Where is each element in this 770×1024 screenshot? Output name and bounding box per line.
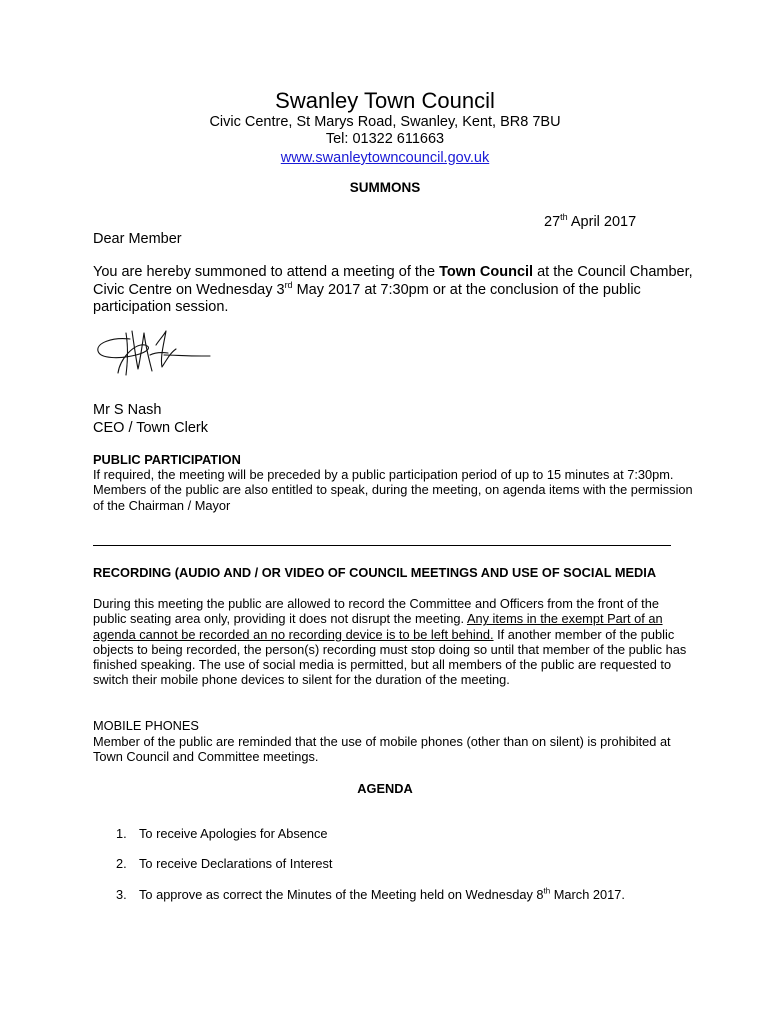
signer-name: Mr S Nash xyxy=(93,402,162,418)
recording-text: During this meeting the public are allowed to record the Committee and Officers from the front of the public seating area only, providing it does not disrupt the meeting. Any items in the exempt Part of an agenda cannot be recorded an no recording device is to be left behind. If another member of the public objects to being recorded, the person(s) recording must stop doing so until that member of the public has finished speaking. The use of social media is permitted, but all members of the public are requested to switch their mobile phone devices to silent for the duration of the meeting. xyxy=(93,596,687,688)
council-name: Swanley Town Council xyxy=(275,88,495,113)
agenda-item-number: 1. xyxy=(116,826,127,841)
summons-title: SUMMONS xyxy=(349,180,421,195)
agenda-item-text: To receive Apologies for Absence xyxy=(139,826,328,841)
council-telephone: Tel: 01322 611663 xyxy=(325,131,445,147)
website-link[interactable]: www.swanleytowncouncil.gov.uk xyxy=(280,150,490,166)
agenda-item-number: 3. xyxy=(116,887,127,902)
signer-title: CEO / Town Clerk xyxy=(93,419,208,436)
council-address: Civic Centre, St Marys Road, Swanley, Kent, BR8 7BU xyxy=(209,114,561,130)
letter-date: 27th April 2017 xyxy=(544,212,637,230)
summons-paragraph: You are hereby summoned to attend a meeting of the Town Council at the Council Chamber, Civic Centre on Wednesday 3rd May 2017 at 7:30pm or at the conclusion of the public participation session. xyxy=(93,264,693,315)
salutation: Dear Member xyxy=(93,231,182,247)
agenda-item-number: 2. xyxy=(116,856,127,871)
exempt-items-notice: Any items in the exempt Part of an agenda cannot be recorded an no recording device is to be left behind. xyxy=(93,611,663,642)
section-divider xyxy=(93,545,671,546)
agenda-item-text: To approve as correct the Minutes of the Meeting held on Wednesday 8th March 2017. xyxy=(139,886,625,902)
agenda-title: AGENDA xyxy=(357,781,413,796)
agenda-item-text: To receive Declarations of Interest xyxy=(139,856,333,871)
public-participation-heading: PUBLIC PARTICIPATION xyxy=(93,452,241,467)
public-participation-text: If required, the meeting will be preceded by a public participation period of up to 15 minutes at 7:30pm. Members of the public are also entitled to speak, during the meeting, on agenda items with the permission of the Chairman / Mayor xyxy=(93,467,693,513)
signer-block xyxy=(93,402,208,437)
mobile-phones-text: Member of the public are reminded that the use of mobile phones (other than on silent) is prohibited at Town Council and Committee meetings. xyxy=(93,734,671,765)
website-row xyxy=(0,149,770,167)
mobile-phones-heading: MOBILE PHONES xyxy=(93,718,199,733)
recording-heading: RECORDING (AUDIO AND / OR VIDEO OF COUNCIL MEETINGS AND USE OF SOCIAL MEDIA xyxy=(93,565,657,580)
signature xyxy=(90,325,220,383)
